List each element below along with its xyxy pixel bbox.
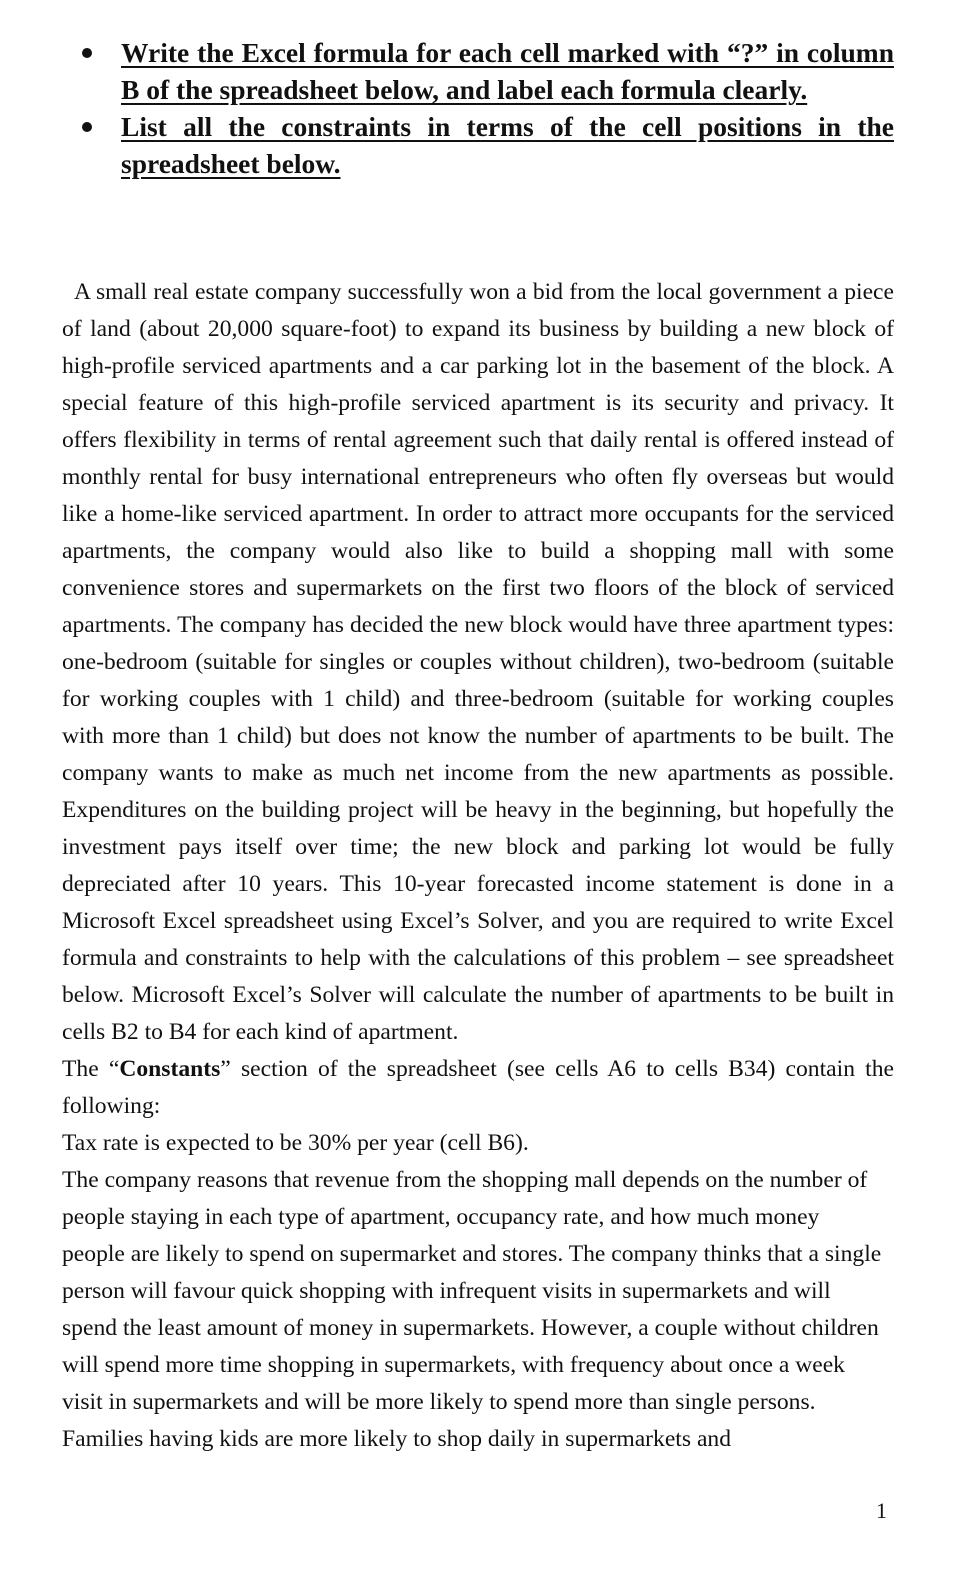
instruction-text: Write the Excel formula for each cell marked with “?” in column B of the spreadsheet below, and label each formula clearly. bbox=[121, 37, 894, 105]
tax-paragraph: Tax rate is expected to be 30% per year (cell B6). bbox=[62, 1130, 529, 1156]
constants-paragraph bbox=[62, 1051, 894, 1125]
instruction-text: List all the constraints in terms of the cell positions in the spreadsheet below. bbox=[121, 111, 894, 179]
constants-text-after: ” section of the spreadsheet (see cells A6 to cells B34) contain the following: bbox=[62, 1056, 894, 1119]
intro-paragraph: A small real estate company successfully won a bid from the local government a piece of land (about 20,000 square-foot) to expand its business by building a new block of high-profile serviced apartments and a car parking lot in the basement of the block. A special feature of this high-profile serviced apartment is its security and privacy. It offers flexibility in terms of rental agreement such that daily rental is offered instead of monthly rental for busy international entrepreneurs who often fly overseas but would like a home-like serviced apartment. In order to attract more occupants for the serviced apartments, the company would also like to build a shopping mall with some convenience stores and supermarkets on the first two floors of the block of serviced apartments. The company has decided the new block would have three apartment types: one-bedroom (suitable for singles or couples without children), two-bedroom (suitable for working couples with 1 child) and three-bedroom (suitable for working couples with more than 1 child) but does not know the number of apartments to be built. The company wants to make as much net income from the new apartments as possible. Expenditures on the building project will be heavy in the beginning, but hopefully the investment pays itself over time; the new block and parking lot would be fully depreciated after 10 years. This 10-year forecasted income statement is done in a Microsoft Excel spreadsheet using Excel’s Solver, and you are required to write Excel formula and constraints to help with the calculations of this problem – see spreadsheet below. Microsoft Excel’s Solver will calculate the number of apartments to be built in cells B2 to B4 for each kind of apartment. bbox=[62, 279, 894, 1045]
page-number: 1 bbox=[876, 1498, 887, 1523]
bullet-dot-icon bbox=[82, 48, 92, 58]
instruction-bullet-constraints bbox=[62, 108, 894, 182]
constants-text-before: The “ bbox=[62, 1056, 120, 1082]
constants-keyword: Constants bbox=[119, 1056, 221, 1082]
body-text bbox=[62, 274, 894, 1458]
mall-paragraph: The company reasons that revenue from the shopping mall depends on the number of people staying in each type of apartment, occupancy rate, and how much money people are likely to spend on supermarket and stores. The company thinks that a single person will favour quick shopping with infrequent visits in supermarkets and will spend the least amount of money in supermarkets. However, a couple without children will spend more time shopping in supermarkets, with frequency about once a week visit in supermarkets and will be more likely to spend more than single persons. Families having kids are more likely to shop daily in supermarkets and bbox=[62, 1167, 882, 1452]
instruction-list bbox=[62, 34, 894, 182]
instruction-bullet-formula bbox=[62, 34, 894, 108]
bullet-dot-icon bbox=[82, 122, 92, 132]
